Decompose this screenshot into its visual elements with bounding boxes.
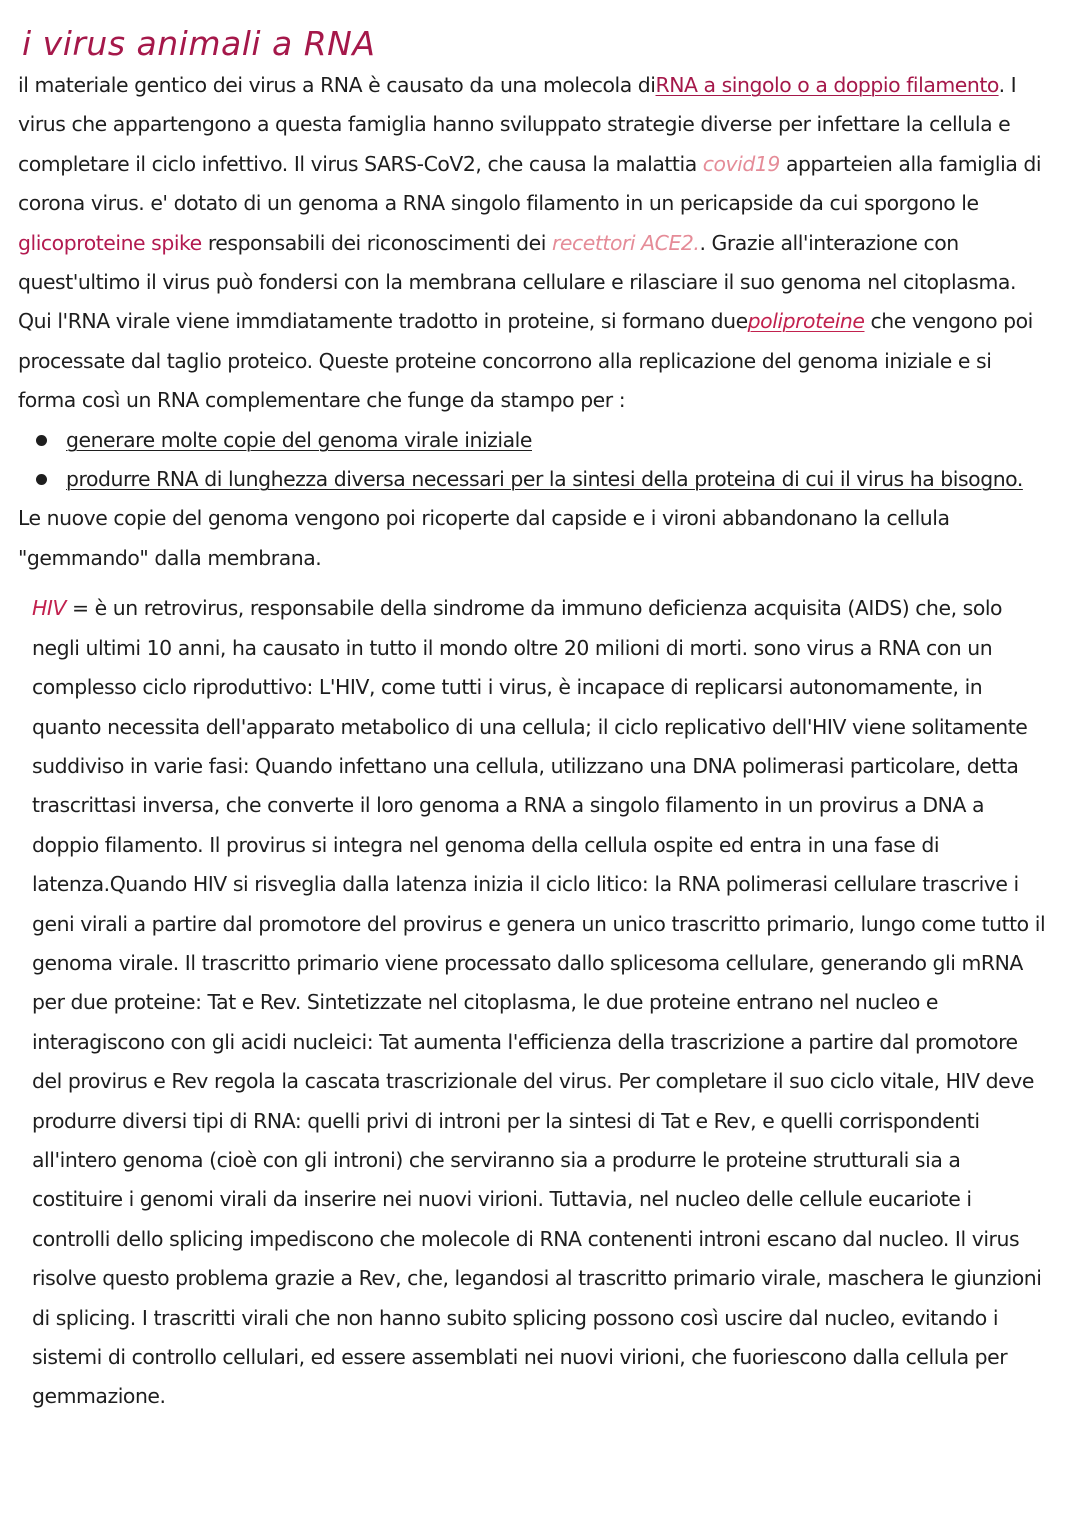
bullet-icon [36, 435, 47, 446]
intro-text-2: . I virus che appartengono a questa famiglia hanno sviluppato strategie diverse per infettare la cellula e completare il ciclo infettivo. Il virus SARS-CoV2, che causa la malattia [18, 73, 1017, 176]
bullet-icon [36, 474, 47, 485]
ace2-highlight: recettori ACE2. [551, 230, 700, 255]
bullet-list [18, 421, 1050, 500]
list-item [36, 460, 1050, 499]
spike-highlight: glicoproteine spike [18, 230, 202, 255]
intro-text-6: che vengono poi processate dal taglio proteico. Queste proteine concorrono alla replicazione del genoma iniziale e si forma così un RNA complementare che funge da stampo per : [18, 309, 1033, 413]
page-title: i virus animali a RNA [22, 24, 376, 63]
hiv-paragraph [32, 589, 1050, 1417]
covid-highlight: covid19 [702, 151, 780, 176]
intro-text-4: responsabili dei riconoscimenti dei [201, 230, 552, 255]
bullet-text: generare molte copie del genoma virale iniziale [66, 427, 532, 452]
bullet-text: produrre RNA di lunghezza diversa necessari per la sintesi della proteina di cui il virus ha bisogno. [66, 467, 1023, 492]
hiv-text: = è un retrovirus, responsabile della sindrome da immuno deficienza acquisita (AIDS) che, solo negli ultimi 10 anni, ha causato in tutto il mondo oltre 20 milioni di morti. sono virus a RNA con un complesso ciclo riproduttivo: L'HIV, come tutti i virus, è incapace di replicarsi autonomamente, in quanto necessita dell'apparato metabolico di una cellula; il ciclo replicativo dell'HIV viene solitamente suddiviso in varie fasi: Quando infettano una cellula, utilizzano una DNA polimerasi particolare, detta trascrittasi inversa, che converte il loro genoma a RNA a singolo filamento in un provirus a DNA a doppio filamento. Il provirus si integra nel genoma della cellula ospite ed entra in una fase di latenza.Quando HIV si risveglia dalla latenza inizia il ciclo litico: la RNA polimerasi cellulare trascrive i geni virali a partire dal promotore del provirus e genera un unico trascritto primario, lungo come tutto il genoma virale. Il trascritto primario viene processato dallo splicesoma cellulare, generando gli mRNA per due proteine: Tat e Rev. Sintetizzate nel citoplasma, le due proteine entrano nel nucleo e interagiscono con gli acidi nucleici: Tat aumenta l'efficienza della trascrizione a partire dal promotore del provirus e Rev regola la cascata trascrizionale del virus. Per completare il suo ciclo vitale, HIV deve produrre diversi tipi di RNA: quelli privi di introni per la sintesi di Tat e Rev, e quelli corrispondenti all'intero genoma (cioè con gli introni) che serviranno sia a produrre le proteine strutturali sia a costituire i genomi virali da inserire nei nuovi virioni. Tuttavia, nel nucleo delle cellule eucariote i controlli dello splicing impediscono che molecole di RNA contenenti introni escano dal nucleo. Il virus risolve questo problema grazie a Rev, che, legandosi al trascritto primario virale, maschera le giunzioni di splicing. I trascritti virali che non hanno subito splicing possono così uscire dal nucleo, evitando i sistemi di controllo cellulari, ed essere assemblati nei nuovi virioni, che fuoriescono dalla cellula per gemmazione. [32, 596, 1046, 1409]
rna-filament-highlight: RNA a singolo o a doppio filamento [655, 73, 999, 97]
intro-text-5: . Grazie all'interazione con quest'ultimo il virus può fondersi con la membrana cellulare e rilasciare il suo genoma nel citoplasma. Qui l'RNA virale viene immdiatamente tradotto in proteine, si formano due [18, 230, 1016, 334]
list-item [36, 421, 1050, 460]
polyprotein-highlight: poliproteine [747, 309, 865, 334]
intro-paragraph [18, 66, 1050, 421]
intro-text-1: il materiale gentico dei virus a RNA è causato da una molecola di [18, 73, 656, 97]
after-bullets-paragraph: Le nuove copie del genoma vengono poi ricoperte dal capside e i vironi abbandonano la cellula "gemmando" dalla membrana. [18, 506, 950, 570]
intro-text-3: apparteien alla famiglia di corona virus. e' dotato di un genoma a RNA singolo filamento in un pericapside da cui sporgono le [18, 151, 1042, 216]
hiv-section [18, 589, 1050, 1417]
hiv-term: HIV [32, 596, 66, 621]
